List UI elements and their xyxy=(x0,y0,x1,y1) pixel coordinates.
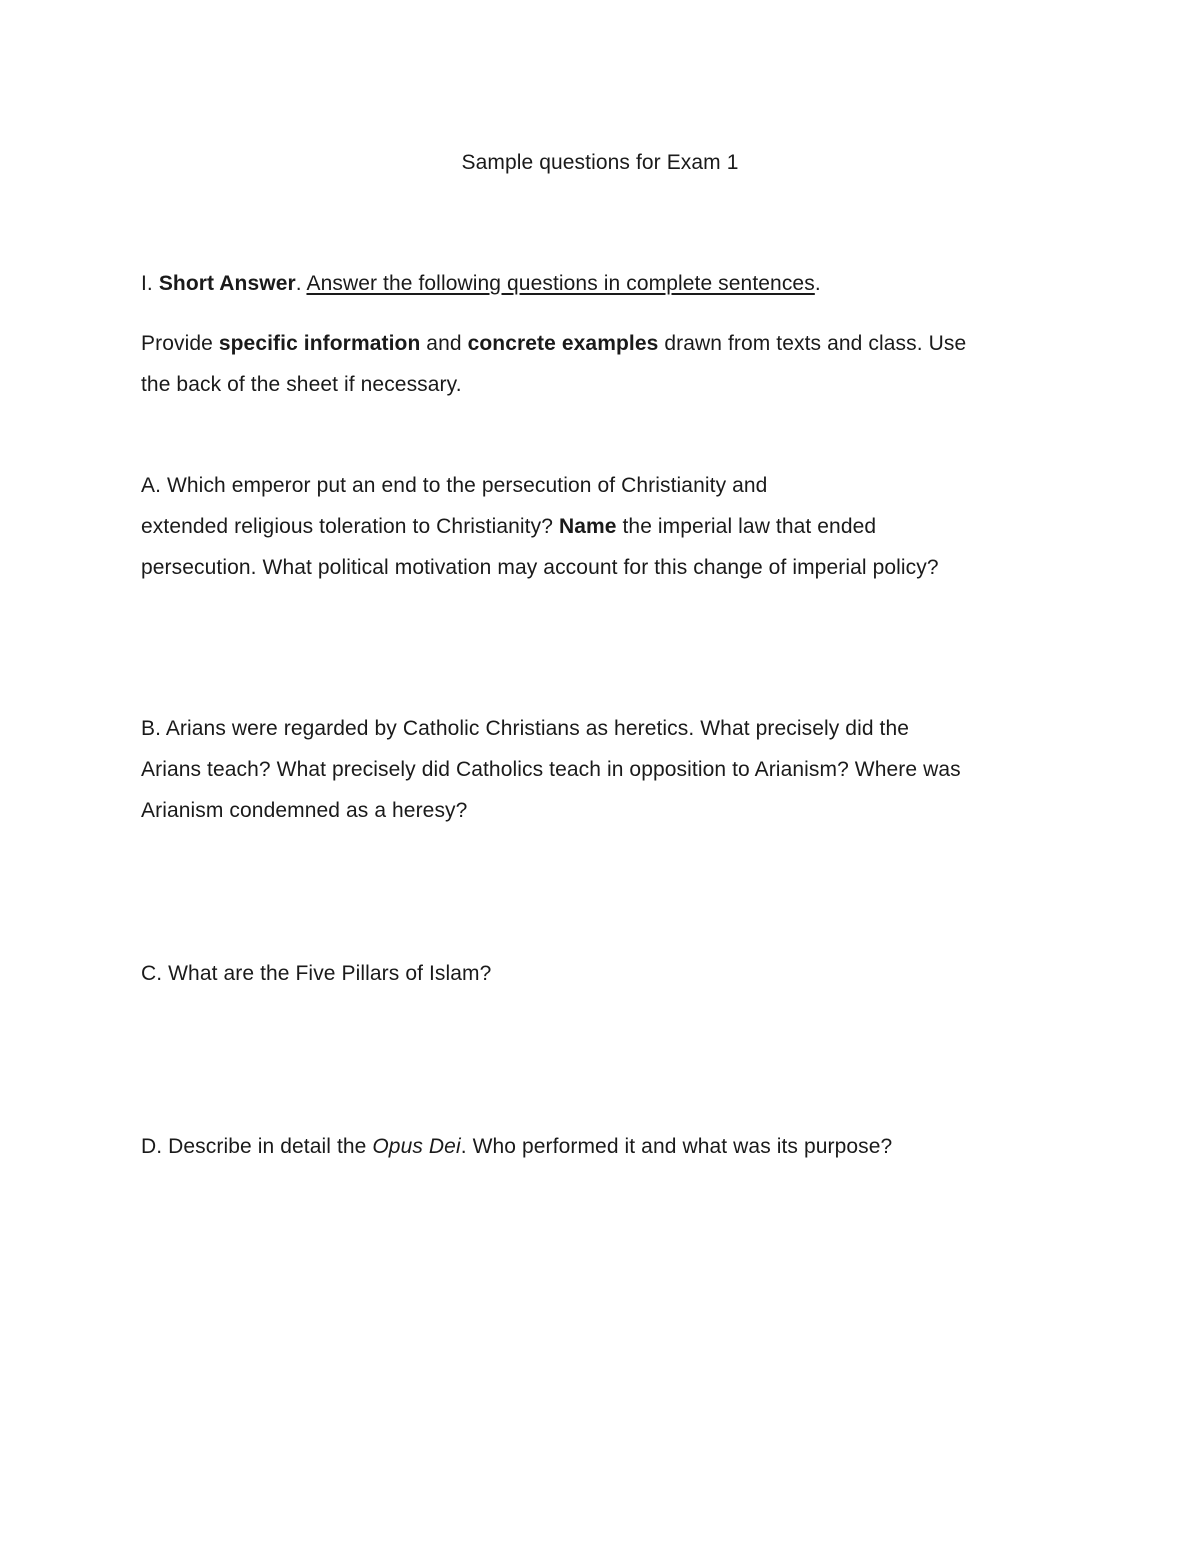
question-d-emphasis-opus-dei: Opus Dei xyxy=(372,1135,461,1158)
question-a-line-3: persecution. What political motivation may account for this change of imperial policy? xyxy=(141,556,939,579)
section-title-period: . xyxy=(295,272,302,295)
question-c-line-1: C. What are the Five Pillars of Islam? xyxy=(141,962,492,985)
question-d-text: D. Describe in detail the xyxy=(141,1135,373,1158)
provide-paragraph-line-2: the back of the sheet if necessary. xyxy=(141,373,462,396)
section-numeral: I. xyxy=(141,272,153,295)
provide-emphasis-concrete-examples: concrete examples xyxy=(467,332,659,355)
question-a-text: extended religious toleration to Christianity? xyxy=(141,515,559,538)
section-heading xyxy=(141,273,821,294)
question-a-emphasis-name: Name xyxy=(558,515,617,538)
section-title: Short Answer xyxy=(158,272,296,295)
question-d-text-post: . Who performed it and what was its purpose? xyxy=(460,1135,893,1158)
question-b-line-3: Arianism condemned as a heresy? xyxy=(141,799,468,822)
section-instruction: Answer the following questions in complete sentences xyxy=(306,272,815,295)
provide-emphasis-specific-information: specific information xyxy=(218,332,421,355)
provide-text-2: and xyxy=(420,332,468,355)
provide-paragraph-line-1 xyxy=(141,333,966,354)
section-instruction-period: . xyxy=(814,272,821,295)
question-b-line-2: Arians teach? What precisely did Catholics teach in opposition to Arianism? Where was xyxy=(141,758,961,781)
provide-text-3: drawn from texts and class. Use xyxy=(658,332,967,355)
question-b-line-1: B. Arians were regarded by Catholic Christians as heretics. What precisely did the xyxy=(141,717,910,740)
question-a-line-1: A. Which emperor put an end to the persecution of Christianity and xyxy=(141,474,768,497)
page-title: Sample questions for Exam 1 xyxy=(461,151,739,174)
provide-text-1: Provide xyxy=(141,332,219,355)
question-d-line-1 xyxy=(141,1136,892,1157)
question-a-line-2 xyxy=(141,516,876,537)
question-a-text-post: the imperial law that ended xyxy=(616,515,877,538)
